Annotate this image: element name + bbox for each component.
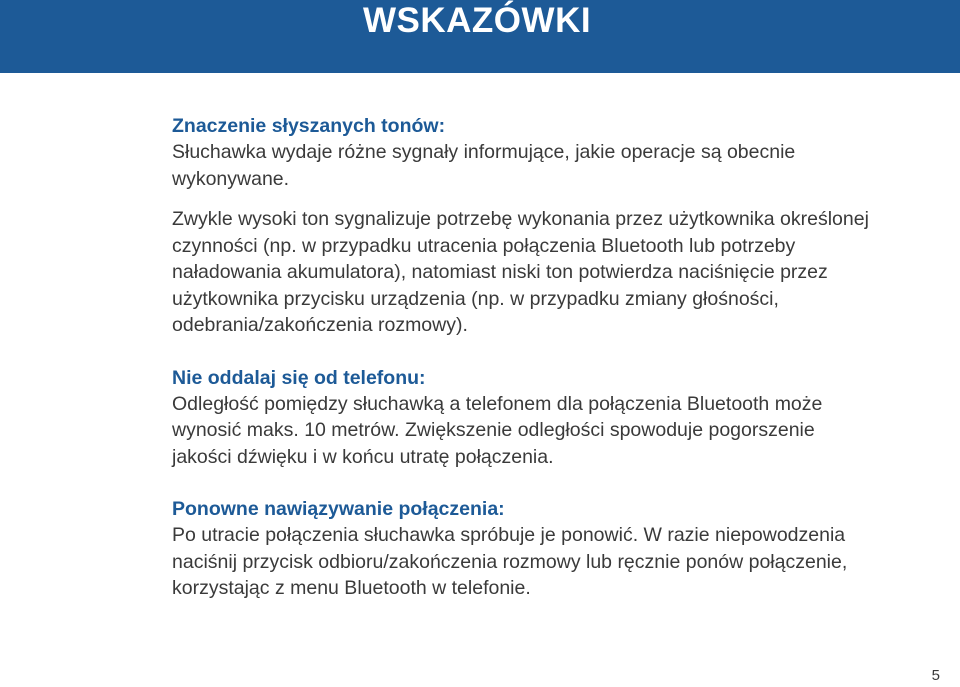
paragraph: Zwykle wysoki ton sygnalizuje potrzebę wykonania przez użytkownika określonej czynności (np. w przypadku utracenia połączenia Bluetooth lub potrzeby naładowania akumulatora), natomiast niski ton potwierdza naciśnięcie przez użytkownika przycisku urządzenia (np. w przypadku zmiany głośności, odebrania/zakończenia rozmowy). — [172, 208, 869, 336]
section-reconnect — [172, 496, 872, 602]
page-title: WSKAZÓWKI — [363, 1, 592, 40]
paragraph: Słuchawka wydaje różne sygnały informujące, jakie operacje są obecnie wykonywane. — [172, 141, 796, 190]
paragraph: Po utracie połączenia słuchawka spróbuje je ponowić. W razie niepowodzenia naciśnij przycisk odbioru/zakończenia rozmowy lub ręcznie ponów połączenie, korzystając z menu Bluetooth w telefonie. — [172, 524, 848, 599]
section-heading: Nie oddalaj się od telefonu: — [172, 366, 426, 389]
section-heading: Znaczenie słyszanych tonów: — [172, 115, 446, 137]
section-heading: Ponowne nawiązywanie połączenia: — [172, 498, 505, 520]
section-distance — [172, 365, 872, 471]
main-content — [172, 113, 872, 628]
header-bar — [0, 0, 960, 73]
paragraph: Odległość pomiędzy słuchawką a telefonem dla połączenia Bluetooth może wynosić maks. 10 metrów. Zwiększenie odległości spowoduje pogorszenie jakości dźwięku i w końcu utratę połączenia. — [172, 392, 823, 468]
section-tones — [172, 113, 872, 339]
page-number: 5 — [931, 667, 940, 684]
